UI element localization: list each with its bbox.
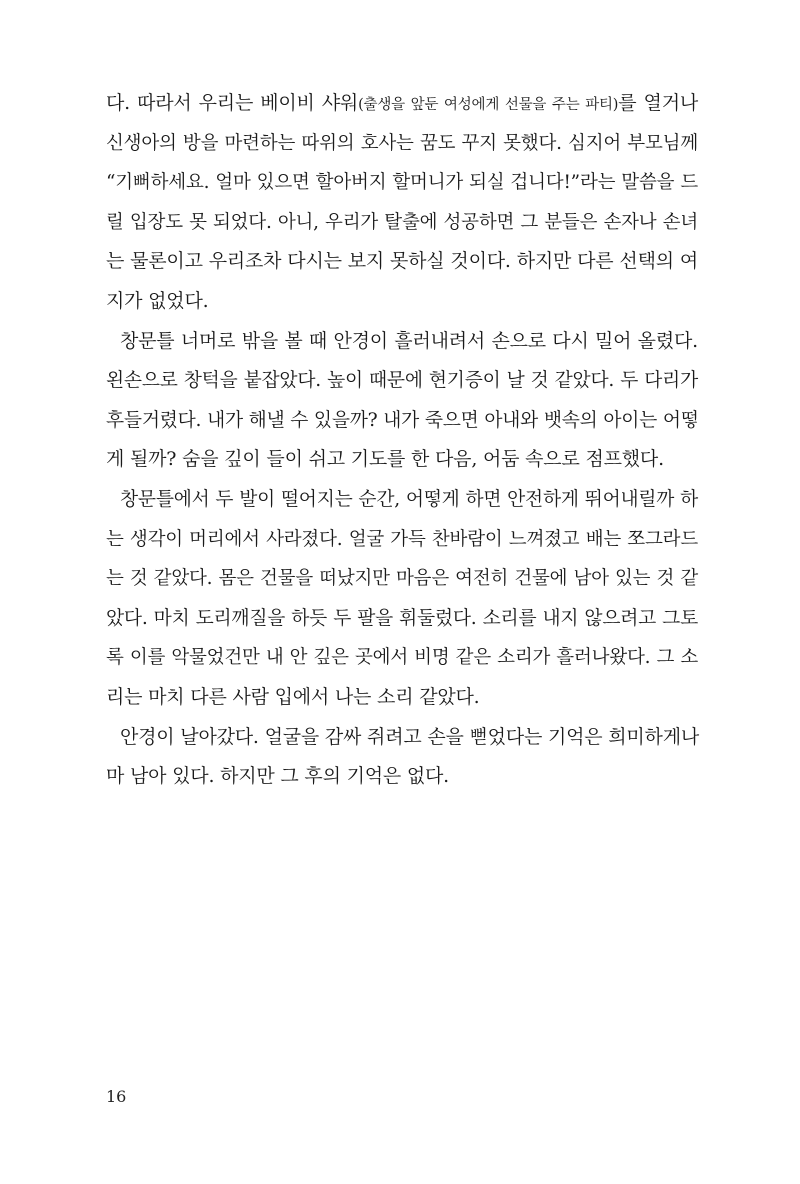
text-line: “기뻐하세요. 얼마 있으면 할아버지 할머니가 되실 겁니다!”라는 말씀을 드 <box>106 172 698 194</box>
text-line: 릴 입장도 못 되었다. 아니, 우리가 탈출에 성공하면 그 분들은 손자나 손녀 <box>106 211 698 233</box>
text-line: 신생아의 방을 마련하는 따위의 호사는 꿈도 꾸지 못했다. 심지어 부모님께 <box>106 132 698 154</box>
text-line: 는 생각이 머리에서 사라졌다. 얼굴 가득 찬바람이 느껴졌고 배는 쪼그라드 <box>106 528 698 550</box>
body-text <box>106 84 698 797</box>
text-line: 창문틀에서 두 발이 떨어지는 순간, 어떻게 하면 안전하게 뛰어내릴까 하 <box>120 488 698 510</box>
page-number: 16 <box>106 1087 127 1106</box>
text-line: 았다. 마치 도리깨질을 하듯 두 팔을 휘둘렀다. 소리를 내지 않으려고 그토 <box>106 607 698 629</box>
text-line: 다. 따라서 우리는 베이비 샤워(출생을 앞둔 여성에게 선물을 주는 파티)를 열거나 <box>106 92 698 114</box>
parenthetical-note: (출생을 앞둔 여성에게 선물을 주는 파티) <box>358 97 619 113</box>
text-line: 는 물론이고 우리조차 다시는 보지 못하실 것이다. 하지만 다른 선택의 여 <box>106 250 698 273</box>
text-line: 록 이를 악물었건만 내 안 깊은 곳에서 비명 같은 소리가 흘러나왔다. 그 소 <box>106 647 698 669</box>
text-line: 리는 마치 다른 사람 입에서 나는 소리 같았다. <box>106 685 480 708</box>
text-line: 게 될까? 숨을 깊이 들이 쉬고 기도를 한 다음, 어둠 속으로 점프했다. <box>106 448 664 471</box>
text-line: 마 남아 있다. 하지만 그 후의 기억은 없다. <box>106 765 450 788</box>
text-line: 창문틀 너머로 밖을 볼 때 안경이 흘러내려서 손으로 다시 밀어 올렸다. <box>120 329 698 352</box>
text-line: 후들거렸다. 내가 해낼 수 있을까? 내가 죽으면 아내와 뱃속의 아이는 어떻 <box>106 409 699 431</box>
text-line: 지가 없었다. <box>106 289 209 312</box>
text-line: 왼손으로 창턱을 붙잡았다. 높이 때문에 현기증이 날 것 같았다. 두 다리가 <box>106 370 698 392</box>
text-line: 는 것 같았다. 몸은 건물을 떠났지만 마음은 여전히 건물에 남아 있는 것 같 <box>106 568 698 590</box>
text-line: 안경이 날아갔다. 얼굴을 감싸 쥐려고 손을 뻗었다는 기억은 희미하게나 <box>120 725 700 748</box>
